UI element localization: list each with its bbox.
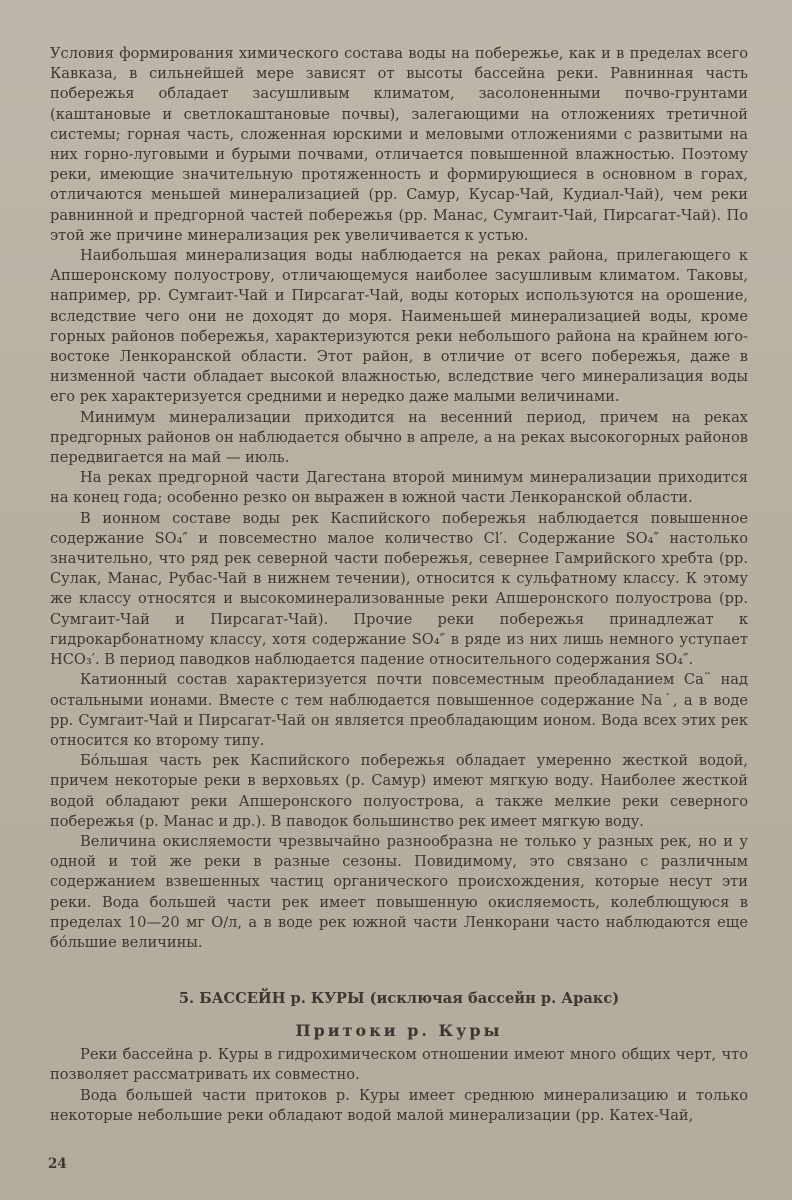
- paragraph-water-hardness: Бо́льшая часть рек Каспийского побережья обладает умеренно жесткой водой, причем некоторые реки в верховьях (р. Самур) имеют мягкую воду. Наиболее жесткой водой обладают реки Апшеронского полуострова, а также мелкие реки северного побережья (р. Манас и др.). В паводок большинство рек имеет мягкую воду.: [50, 752, 748, 830]
- paragraph-cation-composition: Катионный состав характеризуется почти повсеместным преобладанием Ca¨ над остальными ионами. Вместе с тем наблюдается повышенное содержание Na˙, а в воде рр. Сумгаит-Чай и Пирсагат-Чай он является преобладающим ионом. Вода всех этих рек относится ко второму типу.: [50, 671, 748, 749]
- paragraph-mineralization-minimum: Минимум минерализации приходится на весенний период, причем на реках предгорных районов он наблюдается обычно в апреле, а на реках высокогорных районов передвигается на май — июль.: [50, 408, 748, 467]
- section-subheading: Притоки р. Куры: [295, 1021, 503, 1041]
- paragraph-oxidizability: Величина окисляемости чрезвычайно разнообразна не только у разных рек, но и у одной и той же реки в разные сезоны. Повидимому, это связано с различным содержанием взвешенных частиц органического происхождения, которые несут эти реки. Вода большей части рек имеет повышенную окисляемость, колеблющуюся в пределах 10—20 мг О/л, а в воде рек южной части Ленкорани часто наблюдаются еще бо́льшие величины.: [50, 832, 748, 951]
- paragraph-formation-conditions: Условия формирования химического состава воды на побережье, как и в пределах всего Кавказа, в сильнейшей мере зависят от высоты бассейна реки. Равнинная часть побережья обладает засушливым климатом, засолоненными почво-грунтами (каштановые и светлокаштановые почвы), залегающими на отложениях третичной системы; горная часть, сложенная юрскими и меловыми отложениями с развитыми на них горно-луговыми и бурыми почвами, отличается повышенной влажностью. Поэтому реки, имеющие значительную протяженность и формирующиеся в основном в горах, отличаются меньшей минерализацией (рр. Самур, Кусар-Чай, Кудиал-Чай), чем реки равнинной и предгорной частей побережья (рр. Манас, Сумгаит-Чай, Пирсагат-Чай). По этой же причине минерализация рек увеличивается к устью.: [50, 45, 748, 244]
- paragraph-kura-tributaries: Реки бассейна р. Куры в гидрохимическом отношении имеют много общих черт, что позволяет рассматривать их совместно.: [50, 1046, 748, 1084]
- paragraph-kura-mineralization: Вода большей части притоков р. Куры имеет среднюю минерализацию и только некоторые небольшие реки обладают водой малой минерализации (рр. Катех-Чай,: [50, 1086, 748, 1124]
- page-number: 24: [48, 1156, 67, 1172]
- paragraph-ionic-composition: В ионном составе воды рек Каспийского побережья наблюдается повышенное содержание SO₄″ и повсеместно малое количество Cl′. Содержание SO₄″ настолько значительно, что ряд рек северной части побережья, севернее Гамрийского хребта (рр. Сулак, Манас, Рубас-Чай в нижнем течении), относится к сульфатному классу. К этому же классу относятся и высокоминерализованные реки Апшеронского полуострова (рр. Сумгаит-Чай и Пирсагат-Чай). Прочие реки побережья принадлежат к гидрокарбонатному классу, хотя содержание SO₄″ в ряде из них лишь немного уступает HCO₃′. В период паводков наблюдается падение относительного содержания SO₄″.: [50, 509, 748, 669]
- paragraph-dagestan-second-minimum: На реках предгорной части Дагестана второй минимум минерализации приходится на конец года; особенно резко он выражен в южной части Ленкоранской области.: [50, 469, 748, 507]
- section-heading: 5. БАССЕЙН р. КУРЫ (исключая бассейн р. Аракс): [178, 990, 620, 1008]
- paragraph-highest-mineralization: Наибольшая минерализация воды наблюдается на реках района, прилегающего к Апшеронскому полуострову, отличающемуся наиболее засушливым климатом. Таковы, например, рр. Сумгаит-Чай и Пирсагат-Чай, воды которых используются на орошение, вследствие чего они не доходят до моря. Наименьшей минерализацией воды, кроме горных районов побережья, характеризуются реки небольшого района на крайнем юго-востоке Ленкоранской области. Этот район, в отличие от всего побережья, даже в низменной части обладает высокой влажностью, вследствие чего минерализация воды его рек характеризуется средними и нередко даже малыми величинами.: [50, 247, 748, 406]
